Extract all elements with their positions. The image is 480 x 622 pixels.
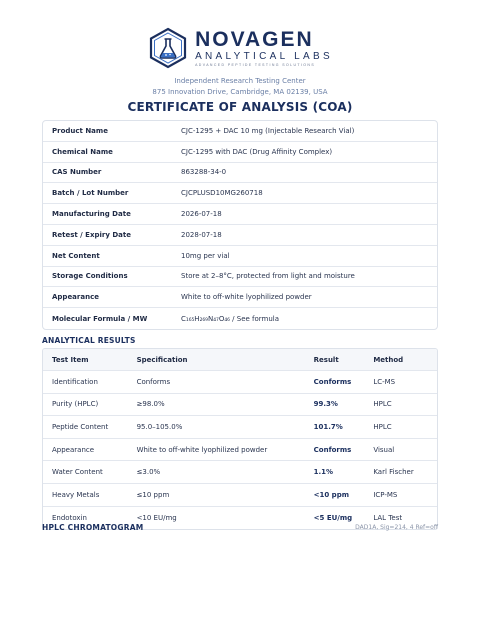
hplc-signal-info: DAD1A, Sig=214, 4 Ref=off [355, 524, 438, 531]
specification: <10 EU/mg [136, 513, 177, 522]
info-value: CJC-1295 + DAC 10 mg (Injectable Research Vial) [181, 126, 355, 135]
info-label: Manufacturing Date [52, 210, 131, 219]
column-header: Test Item [52, 355, 89, 364]
info-row-molecular-formula [43, 308, 437, 329]
test-item: Peptide Content [52, 422, 109, 431]
method: Karl Fischer [373, 468, 414, 477]
info-label: Batch / Lot Number [52, 189, 129, 198]
info-label: Storage Conditions [52, 272, 128, 281]
test-item: Endotoxin [52, 513, 87, 522]
method: HPLC [373, 422, 392, 431]
table-header-row [43, 349, 437, 371]
brand-name: NOVAGEN [195, 27, 314, 51]
method: LC-MS [373, 377, 396, 386]
test-item: Purity (HPLC) [52, 400, 99, 409]
specification: ≤10 ppm [136, 490, 170, 499]
lab-name: Independent Research Testing Center [174, 77, 306, 85]
method: Visual [373, 445, 395, 454]
info-value: C₁₆₅H₂₆₉N₄₇O₄₆ / See formula [181, 314, 280, 323]
info-row-manufacturing-date [43, 204, 437, 225]
analytical-results-heading: ANALYTICAL RESULTS [42, 336, 136, 345]
info-row-storage [43, 267, 437, 288]
column-header: Method [373, 355, 404, 364]
info-value: White to off-white lyophilized powder [181, 293, 312, 302]
info-row-product-name [43, 121, 437, 142]
info-value: 10mg per vial [181, 251, 230, 260]
info-label: Molecular Formula / MW [52, 314, 148, 323]
column-header: Result [313, 355, 339, 364]
table-row [43, 439, 437, 462]
logo [0, 26, 480, 70]
result: 101.7% [313, 422, 343, 431]
brand-tagline: ADVANCED PEPTIDE TESTING SOLUTIONS [195, 62, 316, 67]
info-label: Product Name [52, 126, 108, 135]
info-value: CJC-1295 with DAC (Drug Affinity Complex) [181, 147, 333, 156]
specification: ≤3.0% [136, 468, 161, 477]
flask-hexagon-logo-icon [147, 27, 189, 69]
result: <5 EU/mg [313, 513, 353, 522]
info-label: Appearance [52, 293, 99, 302]
hplc-chromatogram-heading: HPLC CHROMATOGRAM [42, 523, 144, 532]
lab-address: 875 Innovation Drive, Cambridge, MA 02139, USA [152, 88, 328, 96]
document-title: CERTIFICATE OF ANALYSIS (COA) [127, 100, 353, 114]
table-row [43, 461, 437, 484]
info-value: 863288-34-0 [181, 168, 227, 177]
table-row [43, 484, 437, 507]
info-label: CAS Number [52, 168, 102, 177]
info-row-expiry-date [43, 225, 437, 246]
method: HPLC [373, 400, 392, 409]
specification: White to off-white lyophilized powder [136, 445, 268, 454]
method: LAL Test [373, 513, 403, 522]
result: Conforms [313, 377, 352, 386]
specification: Conforms [136, 377, 171, 386]
result: 1.1% [313, 468, 334, 477]
info-label: Chemical Name [52, 147, 113, 156]
specification: 95.0–105.0% [136, 422, 183, 431]
table-row [43, 371, 437, 394]
test-item: Heavy Metals [52, 490, 100, 499]
info-row-appearance [43, 287, 437, 308]
info-value: Store at 2–8°C, protected from light and moisture [181, 272, 355, 281]
test-item: Identification [52, 377, 98, 386]
info-label: Net Content [52, 251, 100, 260]
info-row-cas-number [43, 163, 437, 184]
brand-subtitle: ANALYTICAL LABS [195, 50, 333, 62]
test-item: Appearance [52, 445, 95, 454]
lab-header [0, 26, 480, 98]
product-info-table [42, 120, 438, 330]
table-row [43, 394, 437, 417]
result: 99.3% [313, 400, 338, 409]
info-value: 2026-07-18 [181, 210, 222, 219]
method: ICP-MS [373, 490, 398, 499]
specification: ≥98.0% [136, 400, 165, 409]
result: Conforms [313, 445, 352, 454]
info-row-chemical-name [43, 142, 437, 163]
analytical-results-table [42, 348, 438, 530]
test-item: Water Content [52, 468, 103, 477]
result: <10 ppm [313, 490, 349, 499]
info-row-batch-number [43, 183, 437, 204]
info-value: 2028-07-18 [181, 230, 222, 239]
info-label: Retest / Expiry Date [52, 230, 131, 239]
info-value: CJCPLUSD10MG260718 [181, 189, 263, 198]
info-row-net-content [43, 246, 437, 267]
table-row [43, 416, 437, 439]
column-header: Specification [136, 355, 188, 364]
